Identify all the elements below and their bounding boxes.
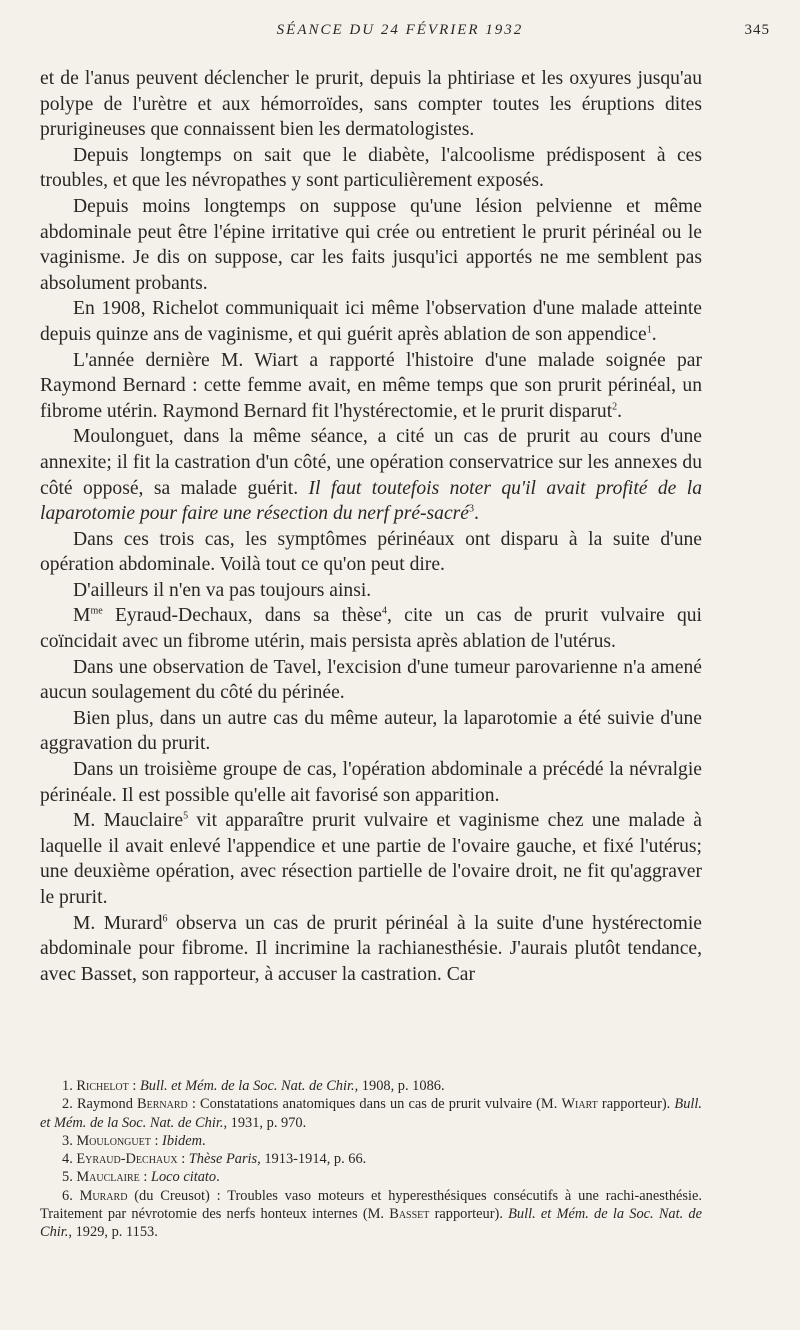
footnote xyxy=(40,1187,702,1242)
footnote-number: 5. xyxy=(62,1169,77,1186)
footnote-text: : xyxy=(139,1169,151,1186)
footnote-author: Richelot xyxy=(76,1078,129,1094)
paragraph xyxy=(40,296,702,347)
page-number: 345 xyxy=(744,22,770,38)
paragraph: Dans une observation de Tavel, l'excision d'une tumeur parovarienne n'a amené aucun soulagement du côté du périnée. xyxy=(40,656,702,704)
paragraph: Dans un troisième groupe de cas, l'opération abdominale a précédé la névralgie périnéale. Il est possible qu'elle ait favorisé son apparition. xyxy=(40,759,702,806)
footnotes xyxy=(40,1077,702,1242)
footnote xyxy=(40,1168,702,1186)
paragraph-text: L'année dernière M. Wiart a rapporté l'histoire d'une malade soignée par Raymond Bernard : cette femme avait, en même temps que son prurit périnéal, un fibrome utérin. Raymond Bernard fit l'hystérectomie, et le prurit disparut xyxy=(40,349,702,422)
footnote-number: 3. xyxy=(62,1132,77,1149)
paragraph-text: , cite un cas de prurit vulvaire qui coïncidait avec un fibrome utérin, mais persista après ablation de l'utérus. xyxy=(40,605,702,653)
paragraph-text: observa un cas de prurit périnéal à la suite d'une hystérectomie abdominale pour fibrome. Il incrimine la rachianesthésie. J'aurais plutôt tendance, avec Basset, son rapporteur, à accuser la castration. Car xyxy=(40,912,702,985)
page-header xyxy=(0,22,800,46)
footnote xyxy=(40,1150,702,1168)
paragraph xyxy=(40,603,702,654)
paragraph xyxy=(40,348,702,425)
footnote-ref: 3 xyxy=(469,503,474,515)
footnote-source: Bull. et Mém. de la Soc. Nat. de Chir. xyxy=(40,1206,702,1241)
footnote-text: , 1913-1914, p. 66. xyxy=(257,1151,367,1168)
footnote-ref: 1 xyxy=(646,324,652,336)
footnote-source: Thèse Paris xyxy=(188,1151,258,1168)
paragraph: Dans ces trois cas, les symptômes périnéaux ont disparu à la suite d'une opération abdominale. Voilà tout ce qu'on peut dire. xyxy=(40,528,702,576)
footnote-source: Ibidem xyxy=(162,1132,203,1149)
footnote-author: Moulonguet xyxy=(76,1132,151,1149)
footnote-text: : xyxy=(150,1132,163,1149)
footnote-author: Murard xyxy=(79,1187,128,1204)
footnote-text: rapporteur). xyxy=(597,1096,675,1113)
paragraph-text: M xyxy=(73,605,91,627)
paragraph-text: . xyxy=(474,503,479,525)
footnote xyxy=(40,1132,702,1150)
running-title: SÉANCE DU 24 FÉVRIER 1932 xyxy=(276,22,524,38)
footnote-author: Mauclaire xyxy=(76,1169,140,1186)
footnote-ref: 2 xyxy=(612,401,618,413)
footnote xyxy=(40,1095,702,1132)
footnote xyxy=(40,1077,702,1095)
paragraph-text: En 1908, Richelot communiquait ici même l'observation d'une malade atteinte depuis quinze ans de vaginisme, et qui guérit après ablation de son appendice xyxy=(40,298,702,345)
footnote-text: , 1931, p. 970. xyxy=(223,1114,307,1131)
paragraph xyxy=(40,424,702,526)
footnote-text: , 1908, p. 1086. xyxy=(354,1078,445,1094)
paragraph: Depuis moins longtemps on suppose qu'une lésion pelvienne et même abdominale peut être l'épine irritative qui crée ou entretient le prurit périnéal ou le vaginisme. Je dis on suppose, car les faits jusqu'ici apportés ne me semblent pas absolument probants. xyxy=(40,195,702,294)
footnote-reporter: Basset xyxy=(389,1206,430,1223)
footnote-source: Bull. et Mém. de la Soc. Nat. de Chir. xyxy=(139,1078,355,1094)
paragraph-text: Moulonguet, dans la même séance, a cité un cas de prurit au cours d'une annexite; il fit la castration d'un côté, une opération conservatrice sur les annexes du côté opposé, sa malade guérit. xyxy=(40,426,702,499)
footnote-number: 6. xyxy=(62,1187,80,1204)
footnote-text: : xyxy=(128,1078,140,1094)
footnote-text: rapporteur). xyxy=(429,1206,509,1223)
footnote-text: . xyxy=(202,1132,206,1149)
footnote-text: (du Creusot) : Troubles vaso moteurs et hyperesthésiques consécutifs à une rachi-anesthésie. Traitement par névrotomie des nerfs honteux internes (M. xyxy=(40,1187,703,1223)
paragraph-text: M. Mauclaire xyxy=(73,810,184,832)
paragraph-text: . xyxy=(617,400,623,422)
paragraph: et de l'anus peuvent déclencher le prurit, depuis la phtiriase et les oxyures jusqu'au polype de l'urètre et aux hémorroïdes, sans compter toutes les éruptions dites prurigineuses que connaissent bien les dermatologistes. xyxy=(40,68,702,141)
footnote-text: Raymond xyxy=(76,1096,138,1113)
paragraph-text: . xyxy=(651,323,657,345)
paragraph: Depuis longtemps on sait que le diabète, l'alcoolisme prédisposent à ces troubles, et que les névropathes y sont particulièrement exposés. xyxy=(40,144,702,192)
footnote-number: 4. xyxy=(62,1151,77,1168)
footnote-author: Eyraud-Dechaux xyxy=(76,1151,178,1168)
footnote-reporter: Wiart xyxy=(561,1096,598,1113)
footnote-source: Loco citato xyxy=(150,1169,217,1186)
paragraph-text: M. Murard xyxy=(73,912,163,934)
paragraph: D'ailleurs il n'en va pas toujours ainsi. xyxy=(73,579,372,601)
paragraph-text: Eyraud-Dechaux, dans sa thèse xyxy=(102,605,382,627)
footnote-text: : xyxy=(177,1151,189,1168)
italic-text: Il faut toutefois noter qu'il avait profité de la laparotomie pour faire une résection du nerf pré-sacré xyxy=(40,477,702,525)
footnote-text: . xyxy=(216,1169,220,1186)
footnote-text: , 1929, p. 1153. xyxy=(68,1224,158,1241)
footnote-number: 1. xyxy=(62,1078,77,1094)
footnote-ref: 5 xyxy=(183,810,189,822)
paragraph: Bien plus, dans un autre cas du même auteur, la laparotomie a été suivie d'une aggravation du prurit. xyxy=(40,707,702,755)
footnote-source: Bull. et Mém. de la Soc. Nat. de Chir. xyxy=(40,1096,702,1131)
footnote-number: 2. xyxy=(62,1096,77,1113)
footnote-ref: 6 xyxy=(162,913,168,925)
paragraph-text: vit apparaître prurit vulvaire et vaginisme chez une malade à laquelle il avait enlevé l'appendice et une partie de l'ovaire gauche, et fixé l'utérus; une deuxième opération, avec résection partielle de l'ovaire droit, ne fit qu'aggraver le prurit. xyxy=(40,810,703,908)
body-text xyxy=(40,66,702,987)
footnote-ref: 4 xyxy=(381,605,387,617)
footnote-author: Bernard xyxy=(137,1096,188,1113)
footnote-text: : Constatations anatomiques dans un cas de prurit vulvaire (M. xyxy=(187,1096,562,1113)
title-superscript: me xyxy=(90,605,103,617)
paragraph xyxy=(40,808,702,910)
paragraph xyxy=(40,911,702,988)
